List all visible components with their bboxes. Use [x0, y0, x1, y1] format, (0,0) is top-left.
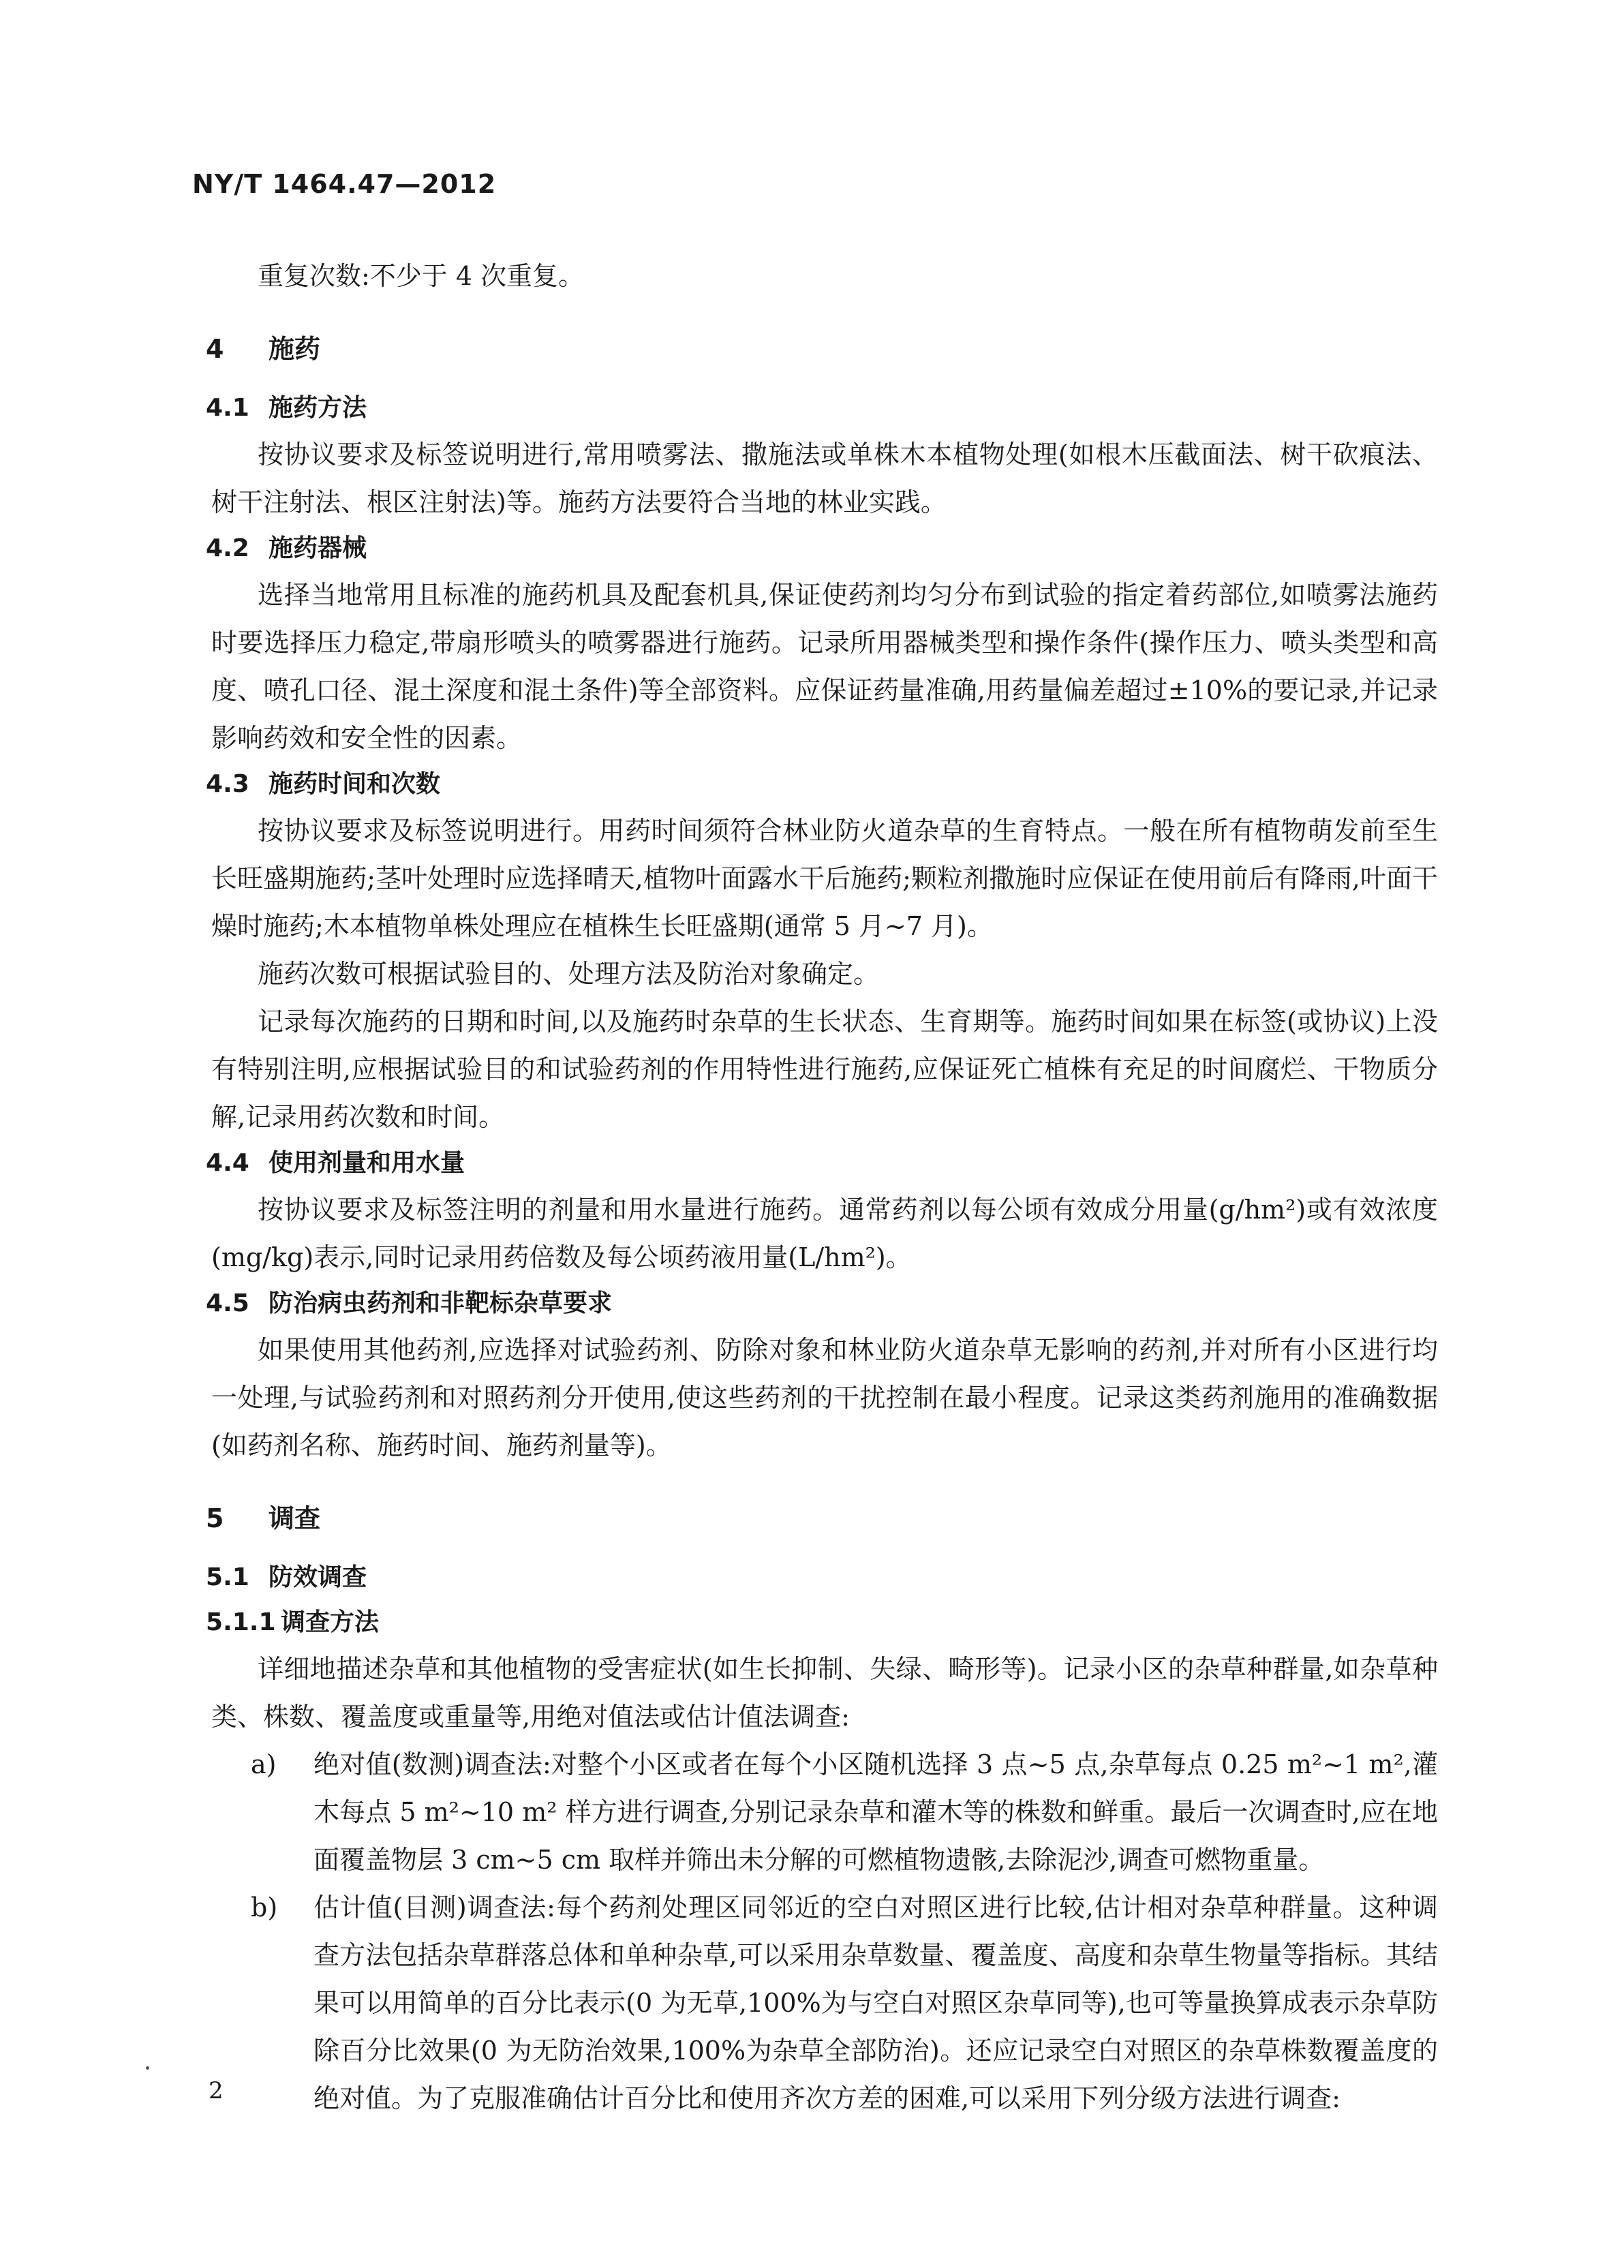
document-body — [206, 252, 1438, 2122]
standard-code: NY/T 1464.47—2012 — [192, 169, 497, 199]
list-item — [211, 1884, 1438, 2122]
section-title: 调查方法 — [281, 1608, 380, 1636]
section-title: 施药时间和次数 — [269, 770, 441, 798]
section-number: 4 — [206, 334, 224, 364]
section-4-4-paragraph: 按协议要求及标签注明的剂量和用水量进行施药。通常药剂以每公顷有效成分用量(g/hm²)或有效浓度(mg/kg)表示,同时记录用药倍数及每公顷药液用量(L/hm²)。 — [211, 1195, 1438, 1272]
section-title: 使用剂量和用水量 — [269, 1149, 465, 1177]
section-number: 4.1 — [206, 394, 249, 422]
section-4-3-paragraph-3: 记录每次施药的日期和时间,以及施药时杂草的生长状态、生育期等。施药时间如果在标签(或协议)上没有特别注明,应根据试验目的和试验药剂的作用特性进行施药,应保证死亡植株有充足的时间腐烂、干物质分解,记录用药次数和时间。 — [211, 1007, 1438, 1132]
section-title: 调查 — [269, 1503, 321, 1533]
section-4-3-paragraph-2: 施药次数可根据试验目的、处理方法及防治对象确定。 — [258, 959, 880, 989]
list-item-text: 绝对值(数测)调查法:对整个小区或者在每个小区随机选择 3 点~5 点,杂草每点 0.25 m²~1 m²,灌木每点 5 m²~10 m² 样方进行调查,分别记录杂草和灌木等的株数和鲜重。最后一次调查时,应在地面覆盖物层 3 cm~5 cm 取样并筛出未分解的可燃植物遗骸,去除泥沙,调查可燃物重量。 — [313, 1749, 1438, 1875]
section-4-3-heading — [206, 762, 1438, 807]
section-5-heading — [206, 1497, 1438, 1540]
margin-dot — [146, 2066, 149, 2070]
section-number: 5 — [206, 1503, 224, 1533]
section-4-3-paragraph-1: 按协议要求及标签说明进行。用药时间须符合林业防火道杂草的生育特点。一般在所有植物萌发前至生长旺盛期施药;茎叶处理时应选择晴天,植物叶面露水干后施药;颗粒剂撒施时应保证在使用前后有降雨,叶面干燥时施药;木本植物单株处理应在植株生长旺盛期(通常 5 月~7 月)。 — [211, 816, 1438, 941]
section-number: 4.2 — [206, 534, 249, 562]
section-4-4-heading — [206, 1141, 1438, 1186]
section-title: 防效调查 — [269, 1563, 367, 1591]
list-marker: a) — [251, 1749, 277, 1779]
section-4-heading — [206, 327, 1438, 371]
section-number: 4.4 — [206, 1149, 249, 1177]
section-number: 5.1 — [206, 1563, 249, 1591]
list-marker: b) — [251, 1892, 278, 1922]
section-5-1-1-heading — [206, 1600, 1438, 1645]
section-title: 施药方法 — [269, 394, 367, 422]
section-title: 施药器械 — [269, 534, 367, 562]
section-5-1-1-paragraph: 详细地描述杂草和其他植物的受害症状(如生长抑制、失绿、畸形等)。记录小区的杂草种群量,如杂草种类、株数、覆盖度或重量等,用绝对值法或估计值法调查: — [211, 1654, 1438, 1732]
page-number: 2 — [209, 2077, 224, 2104]
section-4-1-heading — [206, 386, 1438, 431]
section-4-5-paragraph: 如果使用其他药剂,应选择对试验药剂、防除对象和林业防火道杂草无影响的药剂,并对所有小区进行均一处理,与试验药剂和对照药剂分开使用,使这些药剂的干扰控制在最小程度。记录这类药剂施用的准确数据(如药剂名称、施药时间、施药剂量等)。 — [211, 1335, 1438, 1460]
section-number: 5.1.1 — [206, 1608, 276, 1636]
section-4-2-heading — [206, 526, 1438, 571]
section-number: 4.3 — [206, 770, 249, 798]
section-4-1-paragraph: 按协议要求及标签说明进行,常用喷雾法、撒施法或单株木本植物处理(如根木压截面法、树干砍痕法、树干注射法、根区注射法)等。施药方法要符合当地的林业实践。 — [211, 440, 1438, 517]
section-title: 施药 — [269, 334, 321, 364]
section-number: 4.5 — [206, 1289, 249, 1317]
section-4-2-paragraph: 选择当地常用且标准的施药机具及配套机具,保证使药剂均匀分布到试验的指定着药部位,如喷雾法施药时要选择压力稳定,带扇形喷头的喷雾器进行施药。记录所用器械类型和操作条件(操作压力、喷头类型和高度、喷孔口径、混土深度和混土条件)等全部资料。应保证药量准确,用药量偏差超过±10%的要记录,并记录影响药效和安全性的因素。 — [211, 580, 1438, 753]
section-5-1-heading — [206, 1555, 1438, 1600]
section-title: 防治病虫药剂和非靶标杂草要求 — [269, 1289, 613, 1317]
intro-paragraph: 重复次数:不少于 4 次重复。 — [258, 261, 585, 291]
list-item — [211, 1741, 1438, 1884]
list-item-text: 估计值(目测)调查法:每个药剂处理区同邻近的空白对照区进行比较,估计相对杂草种群量。这种调查方法包括杂草群落总体和单种杂草,可以采用杂草数量、覆盖度、高度和杂草生物量等指标。其结果可以用简单的百分比表示(0 为无草,100%为与空白对照区杂草同等),也可等量换算成表示杂草防除百分比效果(0 为无防治效果,100%为杂草全部防治)。还应记录空白对照区的杂草株数覆盖度的绝对值。为了克服准确估计百分比和使用齐次方差的困难,可以采用下列分级方法进行调查: — [313, 1892, 1438, 2113]
section-4-5-heading — [206, 1281, 1438, 1326]
